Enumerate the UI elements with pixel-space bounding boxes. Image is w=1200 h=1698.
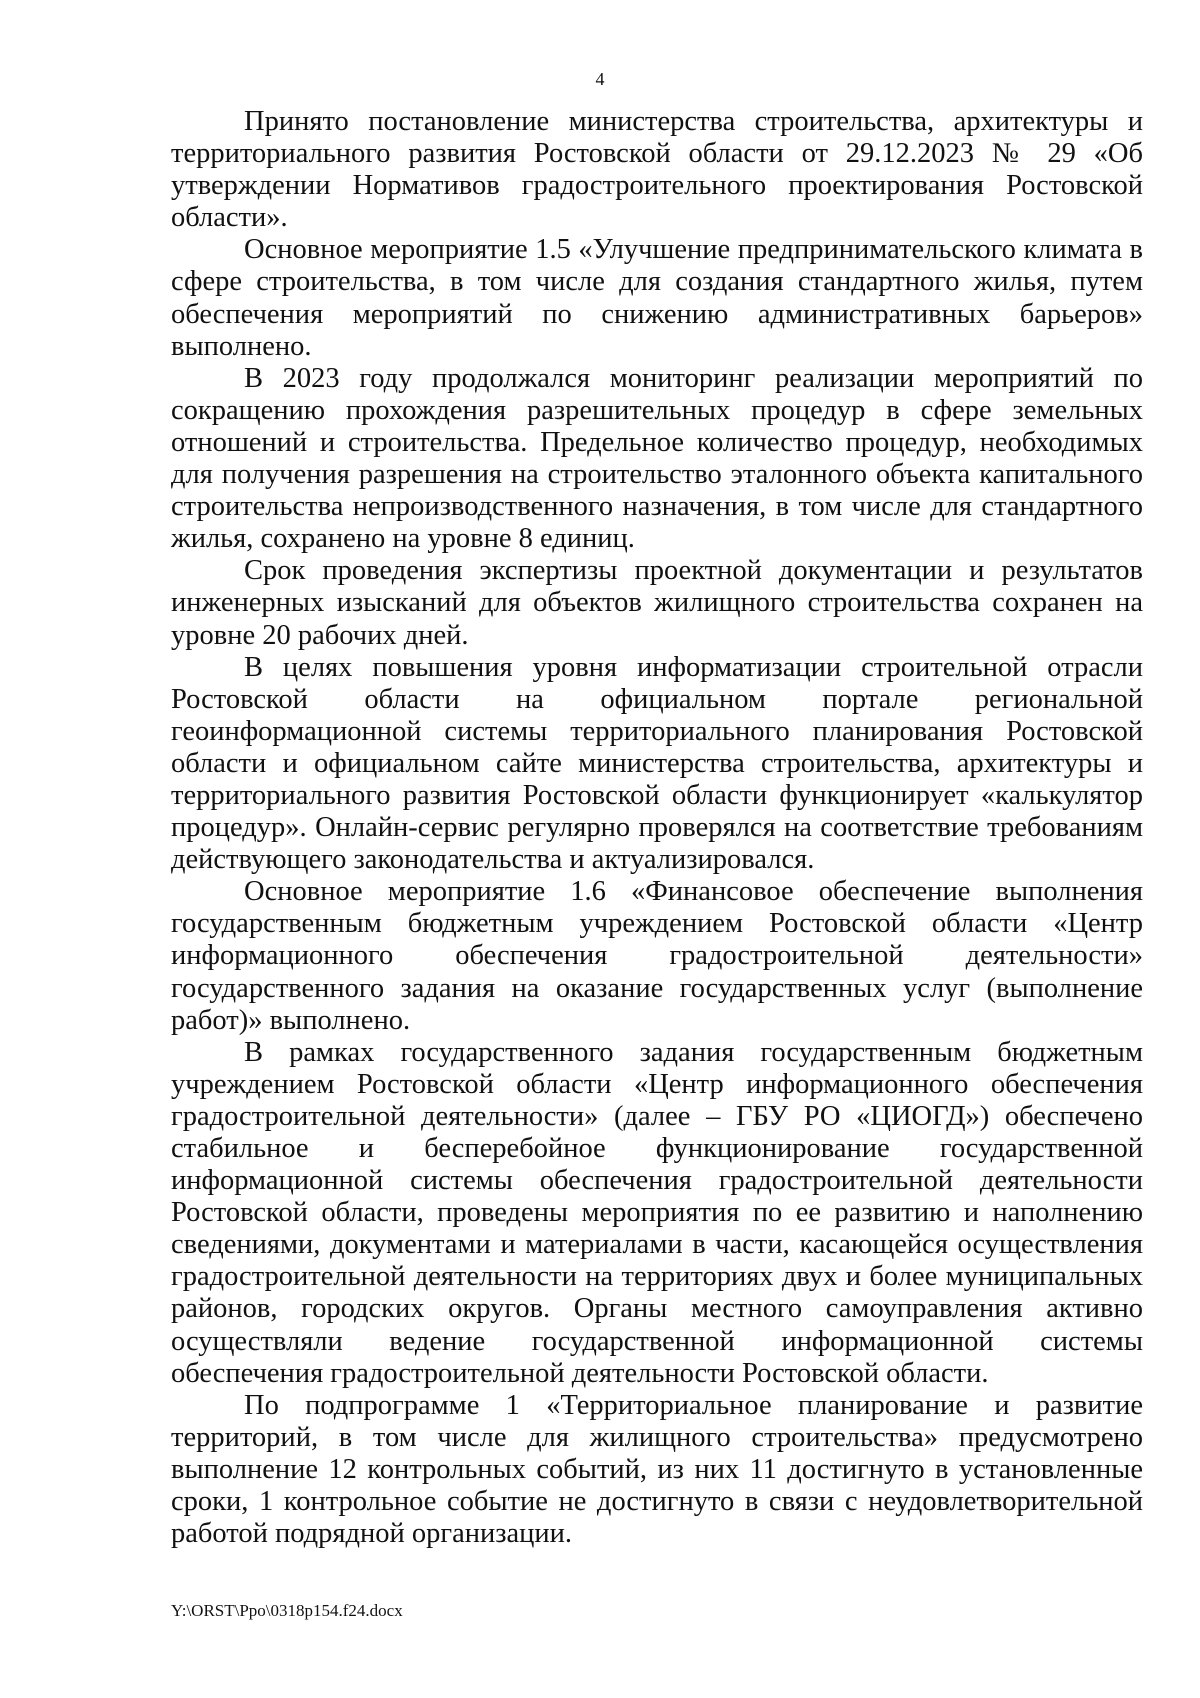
- paragraph: Основное мероприятие 1.5 «Улучшение предпринимательского климата в сфере строительства, в том числе для создания стандартного жилья, путем обеспечения мероприятий по снижению административных барьеров» выполнено.: [171, 234, 1143, 362]
- paragraph: В 2023 году продолжался мониторинг реализации мероприятий по сокращению прохождения разрешительных процедур в сфере земельных отношений и строительства. Предельное количество процедур, необходимых для получения разрешения на строительство эталонного объекта капитального строительства непроизводственного назначения, в том числе для стандартного жилья, сохранено на уровне 8 единиц.: [171, 362, 1143, 555]
- page-number: 4: [595, 69, 605, 89]
- paragraph: Принято постановление министерства строительства, архитектуры и территориального развития Ростовской области от 29.12.2023 № 29 «Об утверждении Нормативов градостроительного проектирования Ростовской области».: [171, 106, 1143, 234]
- footer-file-path: Y:\ORST\Ppo\0318p154.f24.docx: [171, 1601, 403, 1620]
- paragraph: Срок проведения экспертизы проектной документации и результатов инженерных изысканий для объектов жилищного строительства сохранен на уровне 20 рабочих дней.: [171, 555, 1143, 651]
- document-body: [171, 106, 1143, 1550]
- paragraph: Основное мероприятие 1.6 «Финансовое обеспечение выполнения государственным бюджетным учреждением Ростовской области «Центр информационного обеспечения градостроительной деятельности» государственного задания на оказание государственных услуг (выполнение работ)» выполнено.: [171, 876, 1143, 1036]
- paragraph: В целях повышения уровня информатизации строительной отрасли Ростовской области на официальном портале региональной геоинформационной системы территориального планирования Ростовской области и официальном сайте министерства строительства, архитектуры и территориального развития Ростовской области функционирует «калькулятор процедур». Онлайн-сервис регулярно проверялся на соответствие требованиям действующего законодательства и актуализировался.: [171, 651, 1143, 876]
- paragraph: В рамках государственного задания государственным бюджетным учреждением Ростовской области «Центр информационного обеспечения градостроительной деятельности» (далее – ГБУ РО «ЦИОГД») обеспечено стабильное и бесперебойное функционирование государственной информационной системы обеспечения градостроительной деятельности Ростовской области, проведены мероприятия по ее развитию и наполнению сведениями, документами и материалами в части, касающейся осуществления градостроительной деятельности на территориях двух и более муниципальных районов, городских округов. Органы местного самоуправления активно осуществляли ведение государственной информационной системы обеспечения градостроительной деятельности Ростовской области.: [171, 1036, 1143, 1389]
- paragraph: По подпрограмме 1 «Территориальное планирование и развитие территорий, в том числе для жилищного строительства» предусмотрено выполнение 12 контрольных событий, из них 11 достигнуто в установленные сроки, 1 контрольное событие не достигнуто в связи с неудовлетворительной работой подрядной организации.: [171, 1389, 1143, 1550]
